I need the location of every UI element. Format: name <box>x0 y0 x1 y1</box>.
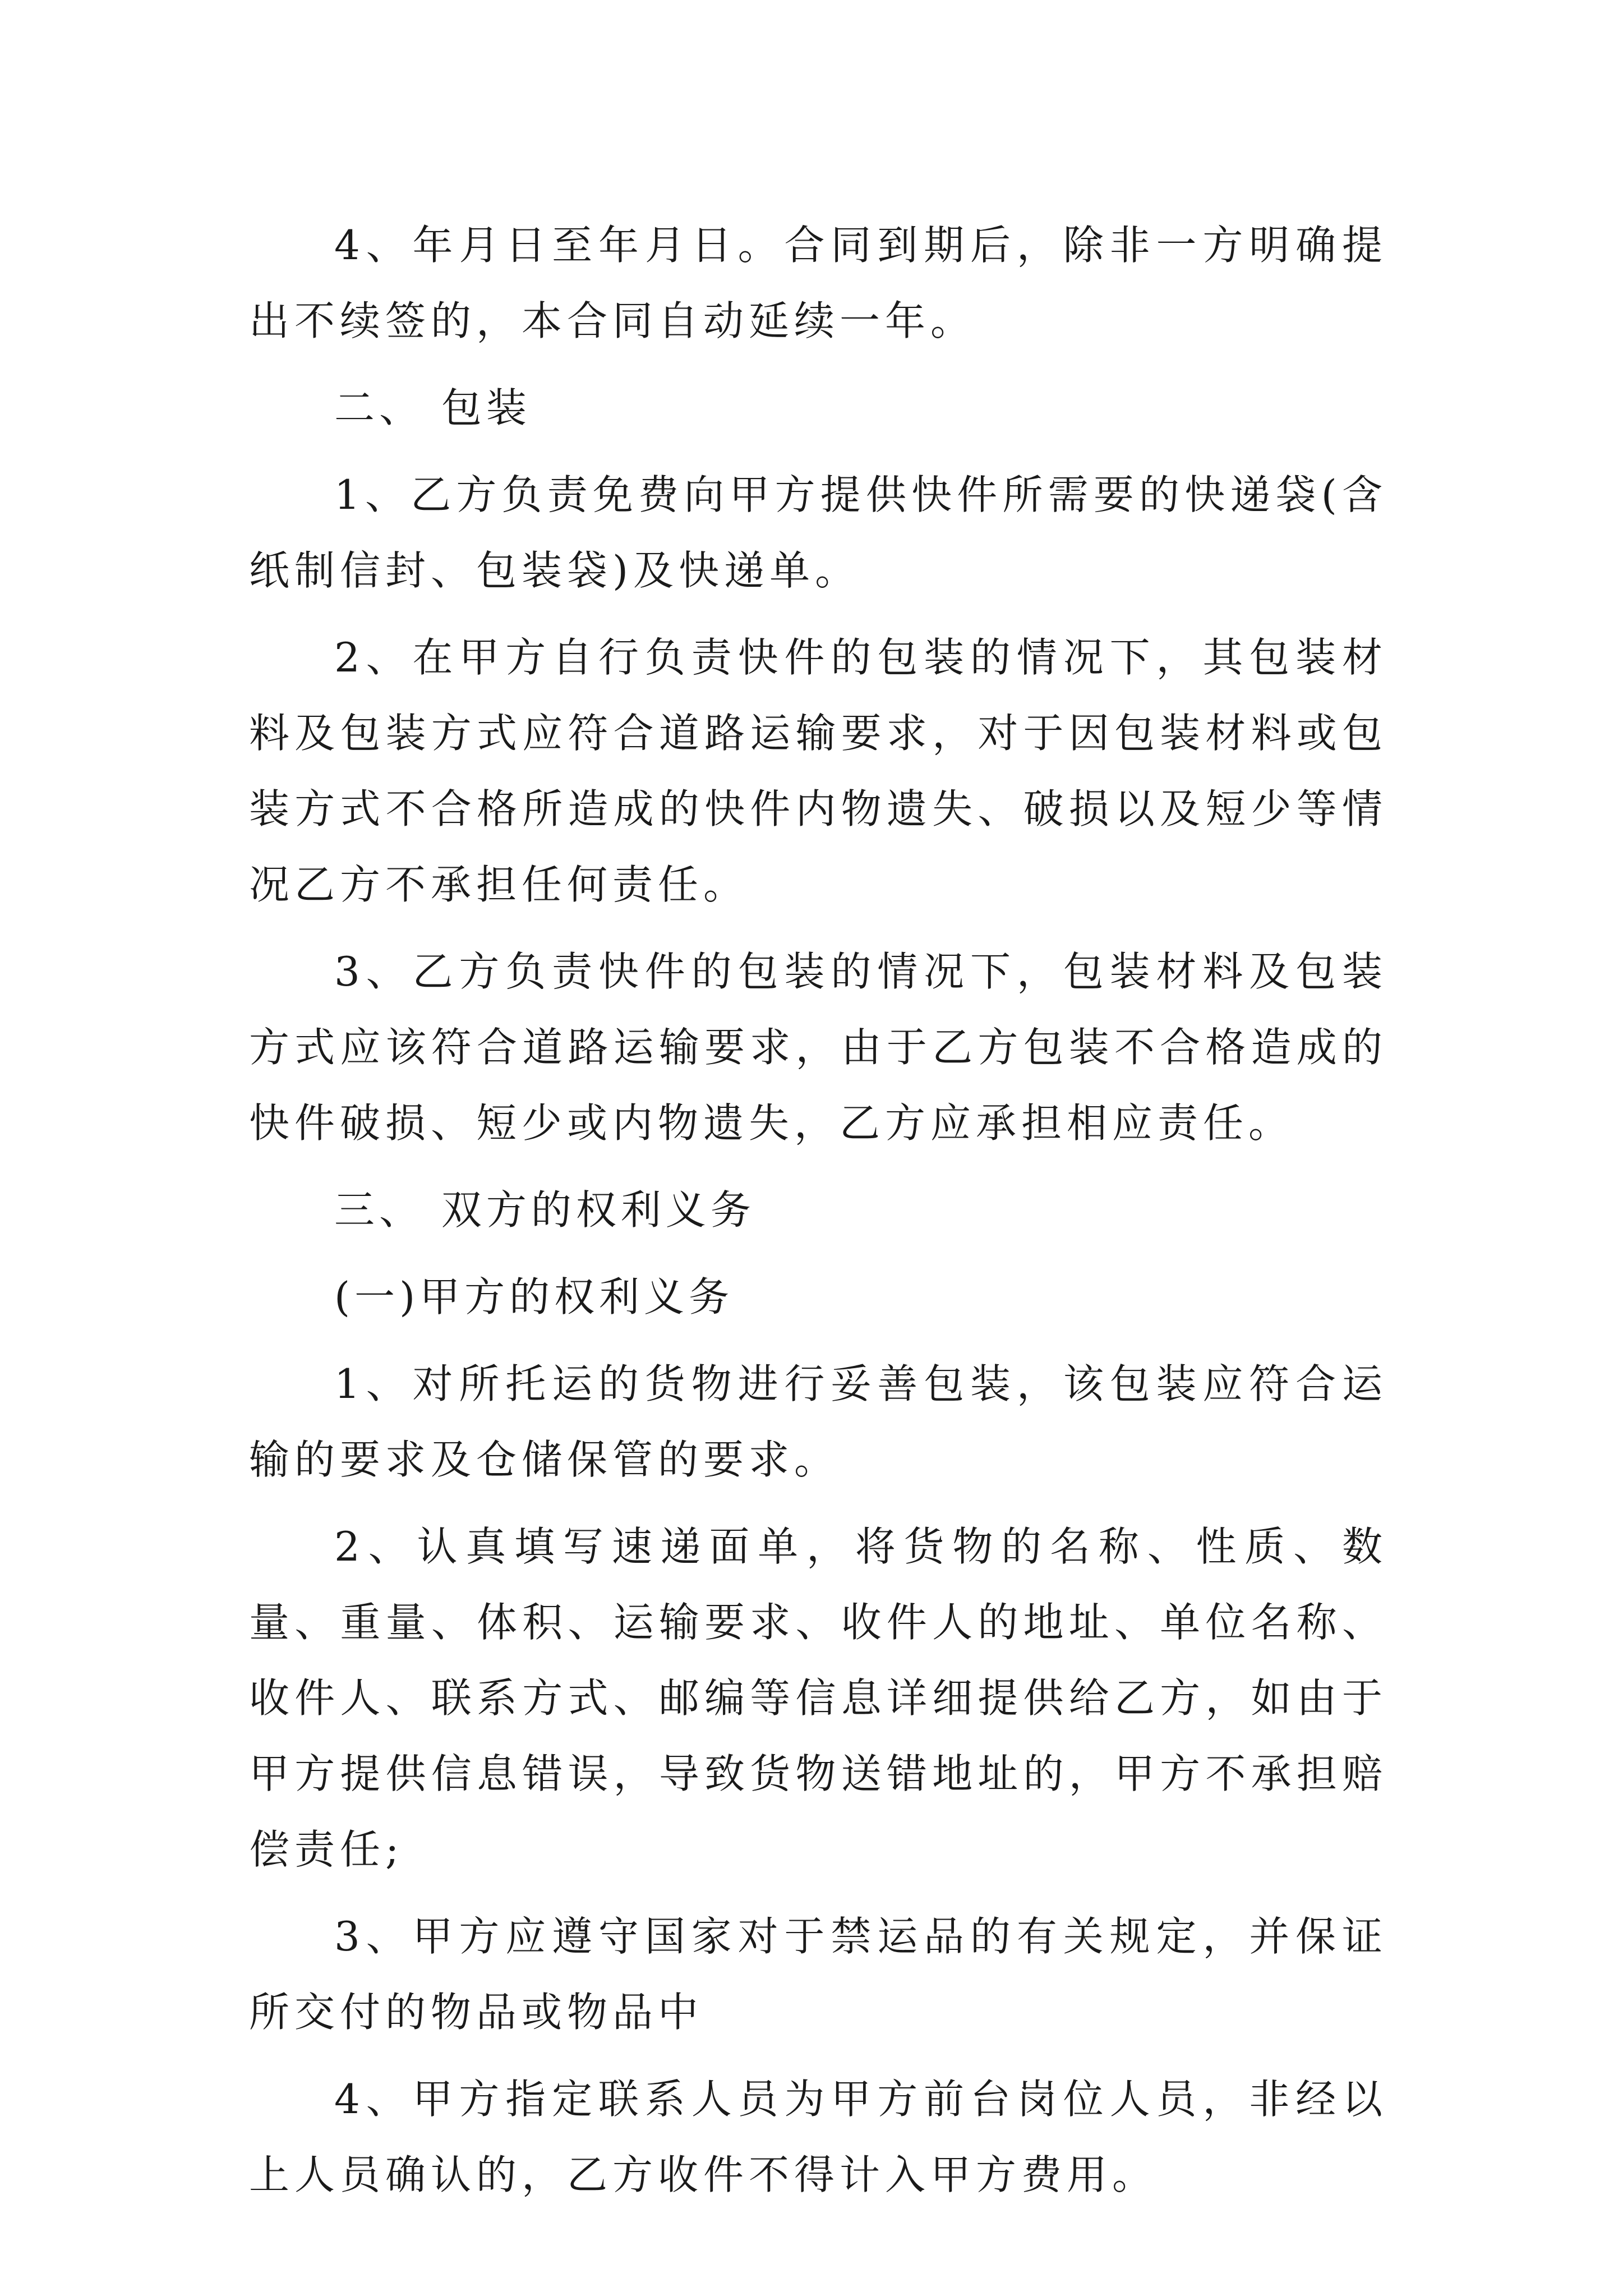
document-page <box>249 208 1387 2224</box>
paragraph-party-a-clause-4: 4、甲方指定联系人员为甲方前台岗位人员，非经以上人员确认的，乙方收件不得计入甲方费用。 <box>249 2076 1387 2198</box>
paragraph-packaging-clause-1: 1、乙方负责免费向甲方提供快件所需要的快递袋(含纸制信封、包装袋)及快递单。 <box>249 471 1387 594</box>
section-heading-packaging: 二、 包装 <box>334 384 531 431</box>
section-heading-rights-obligations: 三、 双方的权利义务 <box>334 1186 755 1234</box>
paragraph-party-a-clause-2: 2、认真填写速递面单，将货物的名称、性质、数量、重量、体积、运输要求、收件人的地址、单位名称、收件人、联系方式、邮编等信息详细提供给乙方，如由于甲方提供信息错误，导致货物送错地址的，甲方不承担赔偿责任; <box>249 1523 1387 1873</box>
subsection-heading-party-a: (一)甲方的权利义务 <box>334 1273 734 1320</box>
paragraph-packaging-clause-3: 3、乙方负责快件的包装的情况下，包装材料及包装方式应该符合道路运输要求，由于乙方包装不合格造成的快件破损、短少或内物遗失，乙方应承担相应责任。 <box>249 948 1387 1147</box>
paragraph-term-clause-4: 4、年月日至年月日。合同到期后，除非一方明确提出不续签的，本合同自动延续一年。 <box>249 222 1387 344</box>
paragraph-packaging-clause-2: 2、在甲方自行负责快件的包装的情况下，其包装材料及包装方式应符合道路运输要求，对于因包装材料或包装方式不合格所造成的快件内物遗失、破损以及短少等情况乙方不承担任何责任。 <box>249 634 1387 908</box>
paragraph-party-a-clause-1: 1、对所托运的货物进行妥善包装，该包装应符合运输的要求及仓储保管的要求。 <box>249 1360 1387 1483</box>
paragraph-party-a-clause-3: 3、甲方应遵守国家对于禁运品的有关规定，并保证所交付的物品或物品中 <box>249 1913 1387 2036</box>
